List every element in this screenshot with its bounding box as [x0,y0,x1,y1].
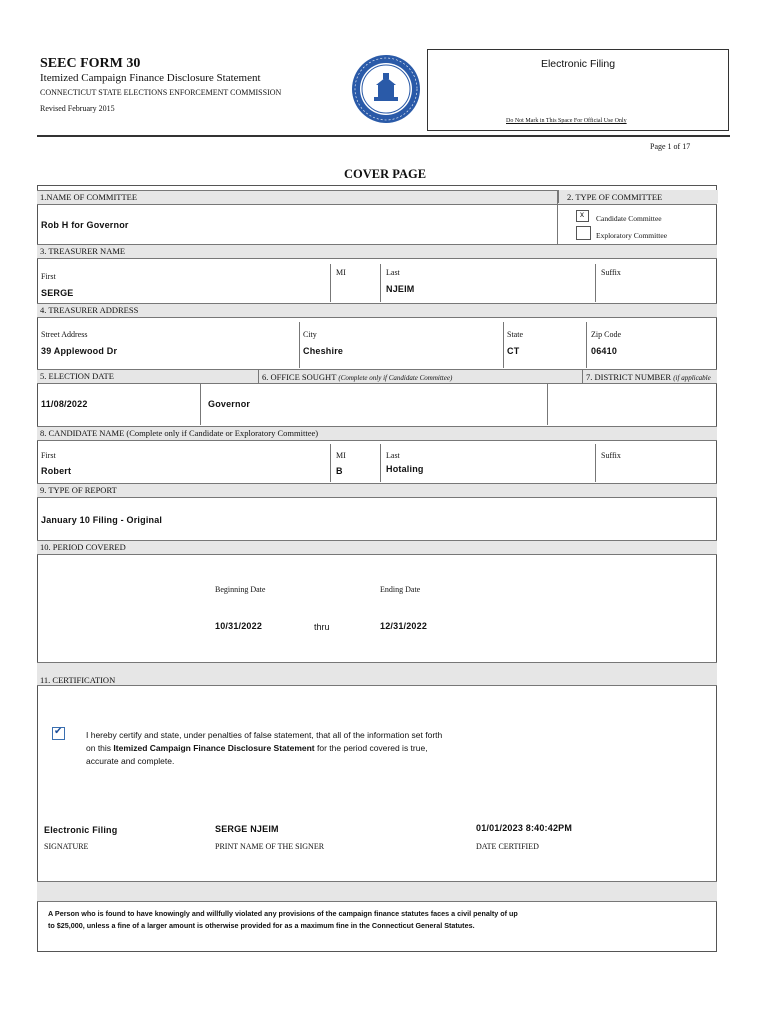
treasurer-suffix-label: Suffix [601,268,621,277]
form-subtitle: Itemized Campaign Finance Disclosure Statement [40,72,261,84]
office-sought-value: Governor [208,399,251,409]
revised-date: Revised February 2015 [40,104,115,113]
cover-page-title: COVER PAGE [343,167,427,181]
footer-band [37,881,717,902]
thru-text: thru [314,622,330,632]
candidate-last-label: Last [386,451,400,460]
candidate-committee-label: Candidate Committee [596,214,662,223]
signature-value: Electronic Filing [44,825,118,835]
page-indicator: Page 1 of 17 [650,142,691,151]
divider [595,444,596,482]
district-number-label [586,372,711,382]
office-sought-label [262,372,452,382]
certification-line-3: accurate and complete. [86,756,175,766]
treasurer-last-value: NJEIM [386,284,415,294]
signer-name-label: PRINT NAME OF THE SIGNER [215,842,325,851]
divider [258,369,259,383]
beginning-date-value: 10/31/2022 [215,621,263,631]
report-type-label: 9. TYPE OF REPORT [40,485,117,495]
certification-line-1: I hereby certify and state, under penalties of false statement, that all of the information set forth [86,730,443,740]
divider [380,264,381,302]
signer-name-value: SERGE NJEIM [215,824,279,834]
exploratory-committee-label: Exploratory Committee [596,231,668,240]
street-label: Street Address [41,330,88,339]
divider [503,322,504,368]
district-number-note: (if applicable [673,374,711,382]
filing-box-title: Electronic Filing [540,58,616,70]
state-label: State [507,330,523,339]
section-2-header [558,190,718,203]
election-date-label: 5. ELECTION DATE [40,371,114,381]
candidate-name-label: 8. CANDIDATE NAME (Complete only if Candidate or Exploratory Committee) [40,428,319,438]
divider [330,444,331,482]
street-value: 39 Applewood Dr [41,346,118,356]
section-11-header [37,662,717,686]
committee-name-value: Rob H for Governor [41,220,129,230]
period-covered-label: 10. PERIOD COVERED [40,542,126,552]
treasurer-name-label: 3. TREASURER NAME [40,246,126,256]
ending-date-value: 12/31/2022 [380,621,428,631]
divider [330,264,331,302]
state-seal-logo [350,53,422,125]
candidate-check-mark: x [580,210,584,219]
signature-label: SIGNATURE [44,842,89,851]
divider [299,322,300,368]
report-type-value: January 10 Filing - Original [41,515,163,525]
agency-name: CONNECTICUT STATE ELECTIONS ENFORCEMENT COMMISSION [40,88,282,97]
official-use-box [427,49,729,131]
committee-type-label: 2. TYPE OF COMMITTEE [567,192,663,202]
divider [557,190,558,244]
certification-line-2-end: for the period covered is true, [314,743,428,753]
divider [380,444,381,482]
treasurer-address-label: 4. TREASURER ADDRESS [40,305,139,315]
divider [200,383,201,425]
divider [582,369,583,383]
state-value: CT [507,346,520,356]
candidate-mi-value: B [336,466,343,476]
form-frame [37,185,717,952]
treasurer-last-label: Last [386,268,400,277]
treasurer-mi-label: MI [336,268,346,277]
exploratory-committee-checkbox[interactable] [576,226,591,240]
treasurer-first-value: SERGE [41,288,74,298]
candidate-first-value: Robert [41,466,72,476]
certification-label: 11. CERTIFICATION [40,675,116,685]
section-9-header [37,483,717,498]
office-sought-note: (Complete only if Candidate Committee) [338,374,453,382]
city-label: City [303,330,317,339]
election-date-value: 11/08/2022 [41,399,88,409]
date-certified-value: 01/01/2023 8:40:42PM [476,823,573,833]
divider [586,322,587,368]
form-title: SEEC FORM 30 [40,56,141,71]
office-sought-title: 6. OFFICE SOUGHT [262,372,337,382]
zip-value: 06410 [591,346,618,356]
city-value: Cheshire [303,346,344,356]
ending-date-label: Ending Date [380,585,421,594]
certification-line-2-start: on this [86,743,114,753]
divider [595,264,596,302]
committee-name-label: 1.NAME OF COMMITTEE [40,192,138,202]
treasurer-first-label: First [41,272,56,281]
beginning-date-label: Beginning Date [215,585,266,594]
date-certified-label: DATE CERTIFIED [476,842,539,851]
penalty-line-2: to $25,000, unless a fine of a larger amount is otherwise provided for as a maximum fine in the Connecticut General Statutes. [48,921,475,930]
header-rule [37,135,730,137]
certification-form-name: Itemized Campaign Finance Disclosure Statement [113,743,315,753]
candidate-committee-checkbox[interactable] [576,210,589,222]
candidate-first-label: First [41,451,56,460]
candidate-suffix-label: Suffix [601,451,621,460]
candidate-last-value: Hotaling [386,464,424,474]
zip-label: Zip Code [591,330,621,339]
penalty-line-1: A Person who is found to have knowingly and willfully violated any provisions of the campaign finance statutes faces a civil penalty of up [48,909,518,918]
district-number-title: 7. DISTRICT NUMBER [586,372,672,382]
official-use-note: Do Not Mark in This Space For Official Use Only [506,118,627,124]
section-10-header [37,540,717,555]
section-3-header [37,244,717,259]
certification-line-2 [86,743,428,753]
divider [547,383,548,425]
section-8-header [37,426,717,441]
certify-checkbox[interactable] [52,727,65,740]
certify-check-icon: ✔ [54,726,63,737]
candidate-mi-label: MI [336,451,346,460]
section-4-header [37,303,717,318]
